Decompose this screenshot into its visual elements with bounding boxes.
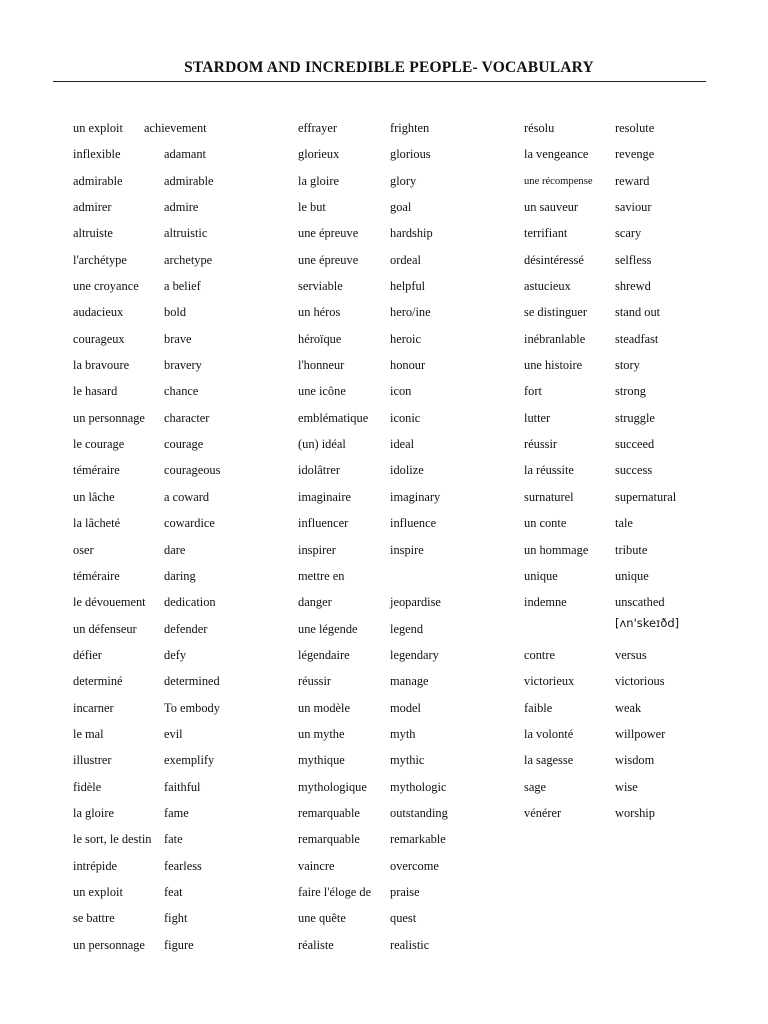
french-term: altruiste [73, 226, 113, 241]
french-term: un exploit [73, 884, 123, 899]
french-term: une récompense [524, 175, 593, 187]
french-term: résolu [524, 121, 555, 135]
english-term: glorious [390, 147, 431, 162]
english-term: weak [615, 700, 642, 715]
english-term: imaginary [390, 489, 441, 504]
french-term: serviable [298, 279, 343, 294]
english-term: chance [164, 384, 199, 399]
french-term: le mal [73, 726, 104, 741]
english-term: glory [390, 173, 417, 188]
french-term: le but [298, 200, 326, 215]
english-term: adamant [164, 147, 206, 162]
french-term: la gloire [73, 805, 114, 820]
french-term: emblématique [298, 410, 369, 425]
english-term: shrewd [615, 279, 651, 294]
french-term: mythique [298, 753, 345, 768]
english-term: admirable [164, 173, 214, 188]
french-term: se battre [73, 911, 115, 926]
french-term: vaincre [298, 858, 335, 873]
french-term: oser [73, 542, 94, 557]
french-term: remarquable [298, 832, 360, 847]
french-term: la gloire [298, 173, 339, 188]
english-term: courageous [164, 463, 221, 478]
page-title: STARDOM AND INCREDIBLE PEOPLE- VOCABULARY [184, 59, 594, 76]
english-term: succeed [615, 437, 655, 452]
french-term: désintéressé [524, 252, 584, 267]
french-term: influencer [298, 516, 349, 531]
english-term: a coward [164, 489, 210, 504]
french-term: effrayer [298, 121, 337, 135]
english-term: courage [164, 437, 204, 452]
french-term: illustrer [73, 753, 112, 768]
french-term: admirer [73, 200, 112, 215]
french-term: astucieux [524, 279, 571, 294]
french-term: une icône [298, 384, 346, 399]
english-term: feat [164, 884, 183, 899]
english-term: wisdom [615, 753, 655, 768]
english-term: determined [164, 674, 220, 689]
french-term: un conte [524, 516, 567, 531]
english-term: willpower [615, 726, 666, 741]
english-term: cowardice [164, 516, 215, 531]
french-term: téméraire [73, 463, 120, 478]
french-term: imaginaire [298, 489, 351, 504]
french-term: glorieux [298, 147, 340, 162]
english-term: To embody [164, 700, 220, 715]
title-underline [53, 81, 706, 82]
english-term: realistic [390, 937, 430, 952]
french-term: une légende [298, 621, 358, 636]
french-term: l'archétype [73, 252, 127, 267]
french-term: se distinguer [524, 305, 587, 320]
english-term: icon [390, 384, 412, 399]
french-term: une histoire [524, 358, 583, 373]
french-term: victorieux [524, 674, 575, 689]
french-term: danger [298, 595, 332, 610]
french-term: le sort, le destin [73, 832, 152, 847]
english-term: praise [390, 884, 420, 899]
english-term: manage [390, 674, 429, 689]
english-term: iconic [390, 410, 421, 425]
english-term: dare [164, 542, 186, 557]
french-term: (un) idéal [298, 437, 346, 452]
english-term: struggle [615, 410, 655, 425]
french-term: sage [524, 779, 547, 794]
french-term: contre [524, 647, 555, 662]
french-term: un lâche [73, 489, 115, 504]
english-term: brave [164, 331, 192, 346]
english-term: fight [164, 911, 188, 926]
french-term: unique [524, 568, 558, 583]
english-term: frighten [390, 121, 430, 135]
english-term: defender [164, 621, 208, 636]
english-term: versus [615, 647, 647, 662]
french-term: la réussite [524, 463, 574, 478]
english-term: fate [164, 832, 183, 847]
french-term: surnaturel [524, 489, 574, 504]
french-term: inflexible [73, 147, 121, 162]
pronunciation-note: [ʌn'skeɪðd] [615, 616, 680, 630]
french-term: audacieux [73, 305, 124, 320]
english-term: hardship [390, 226, 433, 241]
french-term: inébranlable [524, 331, 586, 346]
english-term: revenge [615, 147, 655, 162]
english-term: stand out [615, 305, 661, 320]
french-term: téméraire [73, 568, 120, 583]
english-term: archetype [164, 252, 213, 267]
english-term: steadfast [615, 331, 659, 346]
english-term: honour [390, 358, 426, 373]
french-term: la bravoure [73, 358, 130, 373]
french-term: terrifiant [524, 226, 568, 241]
english-term: daring [164, 568, 196, 583]
french-term: la sagesse [524, 753, 574, 768]
english-term: idolize [390, 463, 424, 478]
french-term: mettre en [298, 568, 345, 583]
french-term: fidèle [73, 779, 102, 794]
french-term: une quête [298, 911, 346, 926]
french-term: défier [73, 647, 102, 662]
english-term: tribute [615, 542, 648, 557]
english-term: dedication [164, 595, 216, 610]
english-term: mythologic [390, 779, 447, 794]
french-term: faire l'éloge de [298, 884, 372, 899]
english-term: outstanding [390, 805, 448, 820]
english-term: fearless [164, 858, 202, 873]
english-term: hero/ine [390, 305, 431, 320]
english-term: reward [615, 173, 650, 188]
french-term: idolâtrer [298, 463, 340, 478]
french-term: mythologique [298, 779, 367, 794]
english-term: a belief [164, 279, 201, 294]
english-term: figure [164, 937, 194, 952]
french-term: un défenseur [73, 621, 137, 636]
english-term: influence [390, 516, 437, 531]
french-term: réaliste [298, 937, 334, 952]
french-term: la lâcheté [73, 516, 121, 531]
french-term: le hasard [73, 384, 118, 399]
english-term: character [164, 410, 210, 425]
french-term: le dévouement [73, 595, 146, 610]
english-term: jeopardise [390, 595, 441, 610]
french-term: un héros [298, 305, 341, 320]
french-term: un modèle [298, 700, 350, 715]
english-term: fame [164, 805, 189, 820]
french-term: un sauveur [524, 200, 579, 215]
english-term: evil [164, 726, 183, 741]
english-term: helpful [390, 279, 426, 294]
english-term: scary [615, 226, 642, 241]
english-term: supernatural [615, 489, 677, 504]
english-term: ideal [390, 437, 415, 452]
english-term: ordeal [390, 252, 421, 267]
english-term: unscathed [615, 595, 665, 610]
french-term: un personnage [73, 937, 145, 952]
french-term: réussir [524, 437, 558, 452]
english-term: model [390, 700, 421, 715]
english-term: legendary [390, 647, 439, 662]
french-term: la vengeance [524, 147, 589, 162]
english-term: story [615, 358, 640, 373]
english-term: tale [615, 516, 633, 531]
english-term: mythic [390, 753, 425, 768]
english-term: success [615, 463, 653, 478]
french-term: inspirer [298, 542, 336, 557]
french-term: faible [524, 700, 553, 715]
french-term: intrépide [73, 858, 118, 873]
english-term: overcome [390, 858, 439, 873]
english-term: goal [390, 200, 412, 215]
french-term: un hommage [524, 542, 589, 557]
french-term: le courage [73, 437, 125, 452]
french-term: une croyance [73, 279, 139, 294]
english-term: saviour [615, 200, 652, 215]
french-term: légendaire [298, 647, 350, 662]
french-term: remarquable [298, 805, 360, 820]
french-term: héroïque [298, 331, 342, 346]
english-term: legend [390, 621, 424, 636]
french-term: lutter [524, 410, 551, 425]
english-term: faithful [164, 779, 201, 794]
english-term: altruistic [164, 226, 208, 241]
english-term: inspire [390, 542, 424, 557]
french-term: indemne [524, 595, 567, 610]
english-term: bravery [164, 358, 202, 373]
english-term: defy [164, 647, 187, 662]
english-term: remarkable [390, 832, 446, 847]
french-term: un exploit [73, 121, 123, 135]
english-term: heroic [390, 331, 421, 346]
english-term: quest [390, 911, 417, 926]
french-term: vénérer [524, 805, 562, 820]
english-term: admire [164, 200, 199, 215]
french-term: courageux [73, 331, 125, 346]
english-term: victorious [615, 674, 665, 689]
french-term: determiné [73, 674, 123, 689]
english-term: unique [615, 568, 649, 583]
english-term: exemplify [164, 753, 215, 768]
english-term: wise [615, 779, 638, 794]
english-term: worship [615, 805, 655, 820]
english-term: selfless [615, 252, 652, 267]
french-term: incarner [73, 700, 114, 715]
french-term: réussir [298, 674, 332, 689]
french-term: un mythe [298, 726, 345, 741]
french-term: une épreuve [298, 226, 359, 241]
french-term: un personnage [73, 410, 145, 425]
english-term: achievement [144, 121, 207, 135]
english-term: bold [164, 305, 187, 320]
french-term: l'honneur [298, 358, 345, 373]
french-term: fort [524, 384, 542, 399]
french-term: une épreuve [298, 252, 359, 267]
french-term: la volonté [524, 726, 574, 741]
english-term: myth [390, 726, 416, 741]
english-term: resolute [615, 121, 655, 135]
english-term: strong [615, 384, 646, 399]
french-term: admirable [73, 173, 123, 188]
